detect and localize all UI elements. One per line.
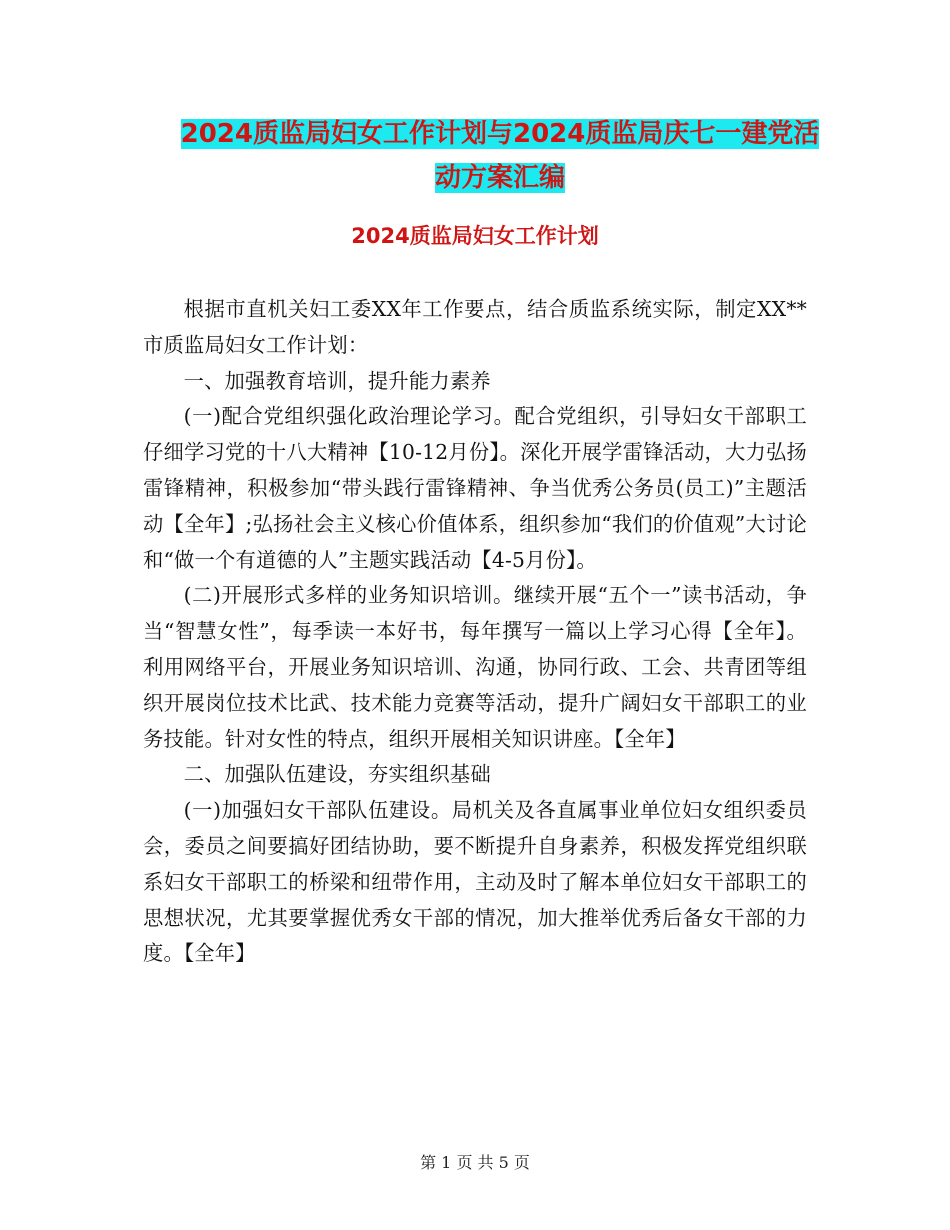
document-title-line-2: 动方案汇编: [434, 163, 565, 193]
document-title-line-1: 2024质监局妇女工作计划与2024质监局庆七一建党活: [180, 119, 820, 149]
paragraph-part-two-item-1: (一)加强妇女干部队伍建设。局机关及各直属事业单位妇女组织委员会，委员之间要搞好团结协助，要不断提升自身素养，积极发挥党组织联系妇女干部职工的桥梁和纽带作用，主动及时了解本单位妇女干部职工的思想状况，尤其要掌握优秀女干部的情况，加大推举优秀后备女干部的力度。【全年】: [143, 798, 807, 966]
page-footer: 第 1 页 共 5 页: [420, 1153, 530, 1172]
heading-part-two: 二、加强队伍建设，夯实组织基础: [183, 762, 491, 787]
heading-part-one: 一、加强教育培训，提升能力素养: [183, 368, 491, 393]
paragraph-part-one-item-2: (二)开展形式多样的业务知识培训。继续开展“五个一”读书活动，争当“智慧女性”，每季读一本好书，每年撰写一篇以上学习心得【全年】。利用网络平台，开展业务知识培训、沟通，协同行政、工会、共青团等组织开展岗位技术比武、技术能力竞赛等活动，提升广阔妇女干部职工的业务技能。针对女性的特点，组织开展相关知识讲座。【全年】: [143, 583, 807, 751]
paragraph-part-one-item-1: (一)配合党组织强化政治理论学习。配合党组织，引导妇女干部职工仔细学习党的十八大精神【10-12月份】。深化开展学雷锋活动，大力弘扬雷锋精神，积极参加“带头践行雷锋精神、争当优秀公务员(员工)”主题活动【全年】;弘扬社会主义核心价值体系，组织参加“我们的价值观”大讨论和“做一个有道德的人”主题实践活动【4-5月份】。: [143, 404, 807, 572]
section-title: 2024质监局妇女工作计划: [351, 224, 599, 248]
paragraph-intro: 根据市直机关妇工委XX年工作要点，结合质监系统实际，制定XX**市质监局妇女工作计划：: [143, 297, 807, 357]
document-title: [150, 112, 850, 200]
document-body: [143, 292, 807, 972]
